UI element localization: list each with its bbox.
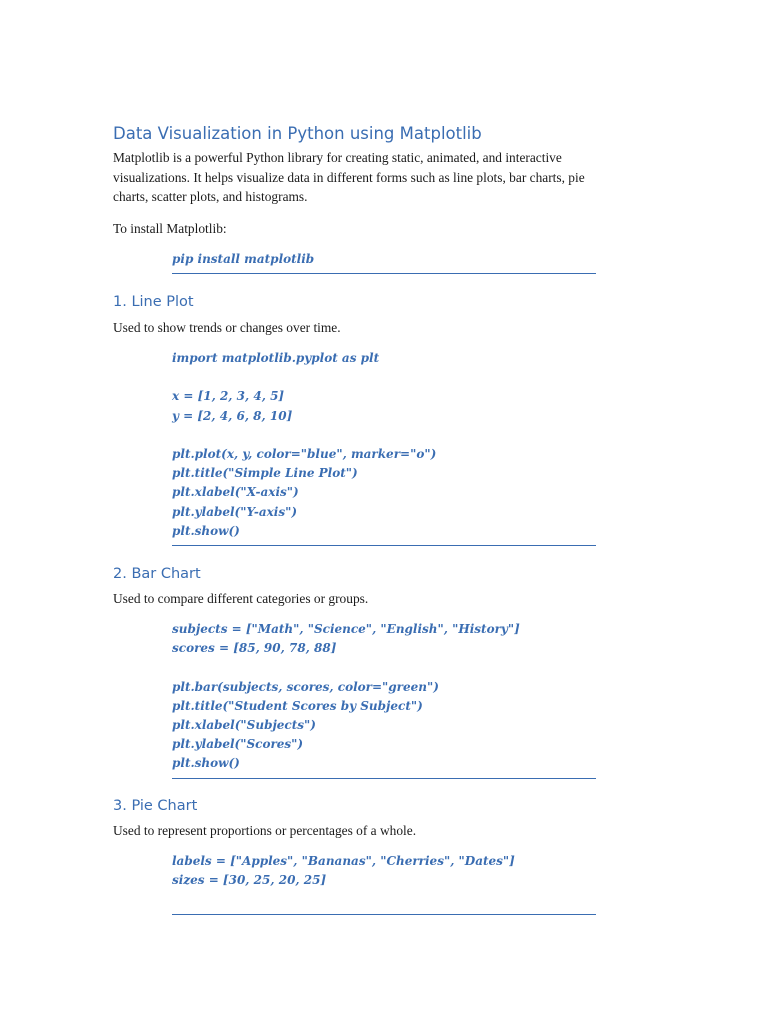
code-line <box>172 658 596 677</box>
code-line: plt.title("Student Scores by Subject") <box>172 698 423 713</box>
section-description: Used to represent proportions or percentages of a whole. <box>113 823 417 838</box>
line-plot-code-block <box>172 349 596 546</box>
intro-paragraph <box>113 148 585 207</box>
code-line: labels = ["Apples", "Bananas", "Cherries", "Dates"] <box>172 854 515 868</box>
section-description: Used to compare different categories or groups. <box>113 591 369 606</box>
code-line: plt.plot(x, y, color="blue", marker="o") <box>172 446 437 461</box>
code-line: sizes = [30, 25, 20, 25] <box>172 873 327 888</box>
code-line: pip install matplotlib <box>172 252 315 266</box>
code-line: import matplotlib.pyplot as plt <box>172 351 380 365</box>
bar-chart-code-block <box>172 620 596 779</box>
code-line: x = [1, 2, 3, 4, 5] <box>172 389 285 404</box>
section-description: Used to show trends or changes over time. <box>113 320 341 335</box>
intro-line: Matplotlib is a powerful Python library for creating static, animated, and interactive <box>113 150 562 165</box>
code-line: plt.show() <box>172 523 240 538</box>
section-heading-line-plot: 1. Line Plot <box>113 294 194 310</box>
code-line: scores = [85, 90, 78, 88] <box>172 641 337 656</box>
intro-line: visualizations. It helps visualize data in different forms such as line plots, bar charts, pie <box>113 169 585 185</box>
code-line: y = [2, 4, 6, 8, 10] <box>172 408 293 423</box>
pie-chart-code-block <box>172 852 596 915</box>
code-line <box>172 368 596 387</box>
code-line: plt.bar(subjects, scores, color="green") <box>172 679 439 694</box>
code-line: subjects = ["Math", "Science", "English", "History"] <box>172 622 520 636</box>
code-line: plt.title("Simple Line Plot") <box>172 466 358 481</box>
section-heading-pie-chart: 3. Pie Chart <box>113 798 198 814</box>
intro-line: charts, scatter plots, and histograms. <box>113 189 308 204</box>
code-line: plt.ylabel("Scores") <box>172 737 304 752</box>
install-text: To install Matplotlib: <box>113 221 227 236</box>
section-heading-bar-chart: 2. Bar Chart <box>113 566 201 582</box>
code-line <box>172 426 596 445</box>
document-title: Data Visualization in Python using Matplotlib <box>113 124 482 143</box>
code-line: plt.show() <box>172 756 240 771</box>
install-code-block <box>172 250 596 274</box>
code-line <box>172 890 596 909</box>
code-line: plt.ylabel("Y-axis") <box>172 504 298 519</box>
code-line: plt.xlabel("X-axis") <box>172 485 299 500</box>
code-line: plt.xlabel("Subjects") <box>172 717 316 732</box>
